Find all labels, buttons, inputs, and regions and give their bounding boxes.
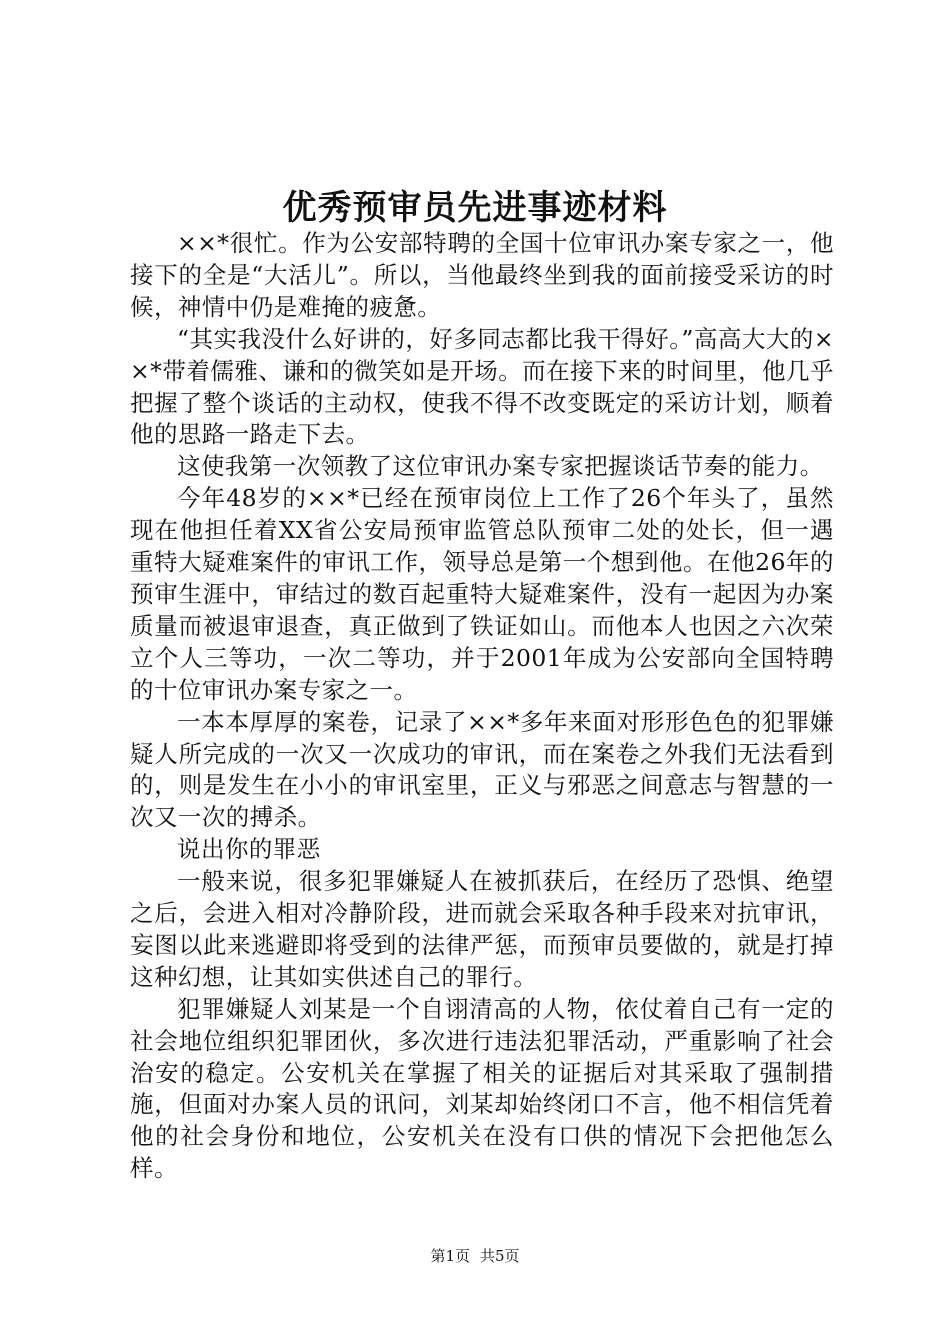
paragraph: 一般来说，很多犯罪嫌疑人在被抓获后，在经历了恐惧、绝望之后，会进入相对冷静阶段，进而就会采取各种手段来对抗审讯，妄图以此来逃避即将受到的法律严惩，而预审员要做的，就是打掉这种幻想，让其如实供述自己的罪行。: [130, 867, 834, 991]
paragraph: ××*很忙。作为公安部特聘的全国十位审讯办案专家之一，他接下的全是“大活儿”。所以，当他最终坐到我的面前接受采访的时候，神情中仍是难掩的疲惫。: [130, 229, 834, 321]
paragraph: “其实我没什么好讲的，好多同志都比我干得好。”高高大大的××*带着儒雅、谦和的微笑如是开场。而在接下来的时间里，他几乎把握了整个谈话的主动权，使我不得不改变既定的采访计划，顺着他的思路一路走下去。: [130, 324, 834, 449]
page-total: 共5页: [480, 1247, 520, 1265]
document-body: [130, 228, 834, 1185]
paragraph: 今年48岁的××*已经在预审岗位上工作了26个年头了，虽然现在他担任着XX省公安局预审监管总队预审二处的处长，但一遇重特大疑难案件的审讯工作，领导总是第一个想到他。在他26年的预审生涯中，审结过的数百起重特大疑难案件，没有一起因为办案质量而被退审退查，真正做到了铁证如山。而他本人也因之六次荣立个人三等功，一次二等功，并于2001年成为公安部向全国特聘的十位审讯办案专家之一。: [130, 484, 834, 704]
page-footer: [0, 1245, 950, 1267]
section-heading: 说出你的罪恶: [177, 835, 321, 864]
paragraph: 一本本厚厚的案卷，记录了××*多年来面对形形色色的犯罪嫌疑人所完成的一次又一次成功的审讯，而在案卷之外我们无法看到的，则是发生在小小的审讯室里，正义与邪恶之间意志与智慧的一次又一次的搏杀。: [130, 707, 834, 832]
paragraph: 犯罪嫌疑人刘某是一个自诩清高的人物，依仗着自己有一定的社会地位组织犯罪团伙，多次进行违法犯罪活动，严重影响了社会治安的稳定。公安机关在掌握了相关的证据后对其采取了强制措施，但面对办案人员的讯问，刘某却始终闭口不言，他不相信凭着他的社会身份和地位，公安机关在没有口供的情况下会把他怎么样。: [130, 994, 834, 1183]
document-title: 优秀预审员先进事迹材料: [282, 188, 668, 228]
paragraph: 这使我第一次领教了这位审讯办案专家把握谈话节奏的能力。: [177, 452, 824, 481]
page-number: 第1页: [430, 1247, 470, 1265]
